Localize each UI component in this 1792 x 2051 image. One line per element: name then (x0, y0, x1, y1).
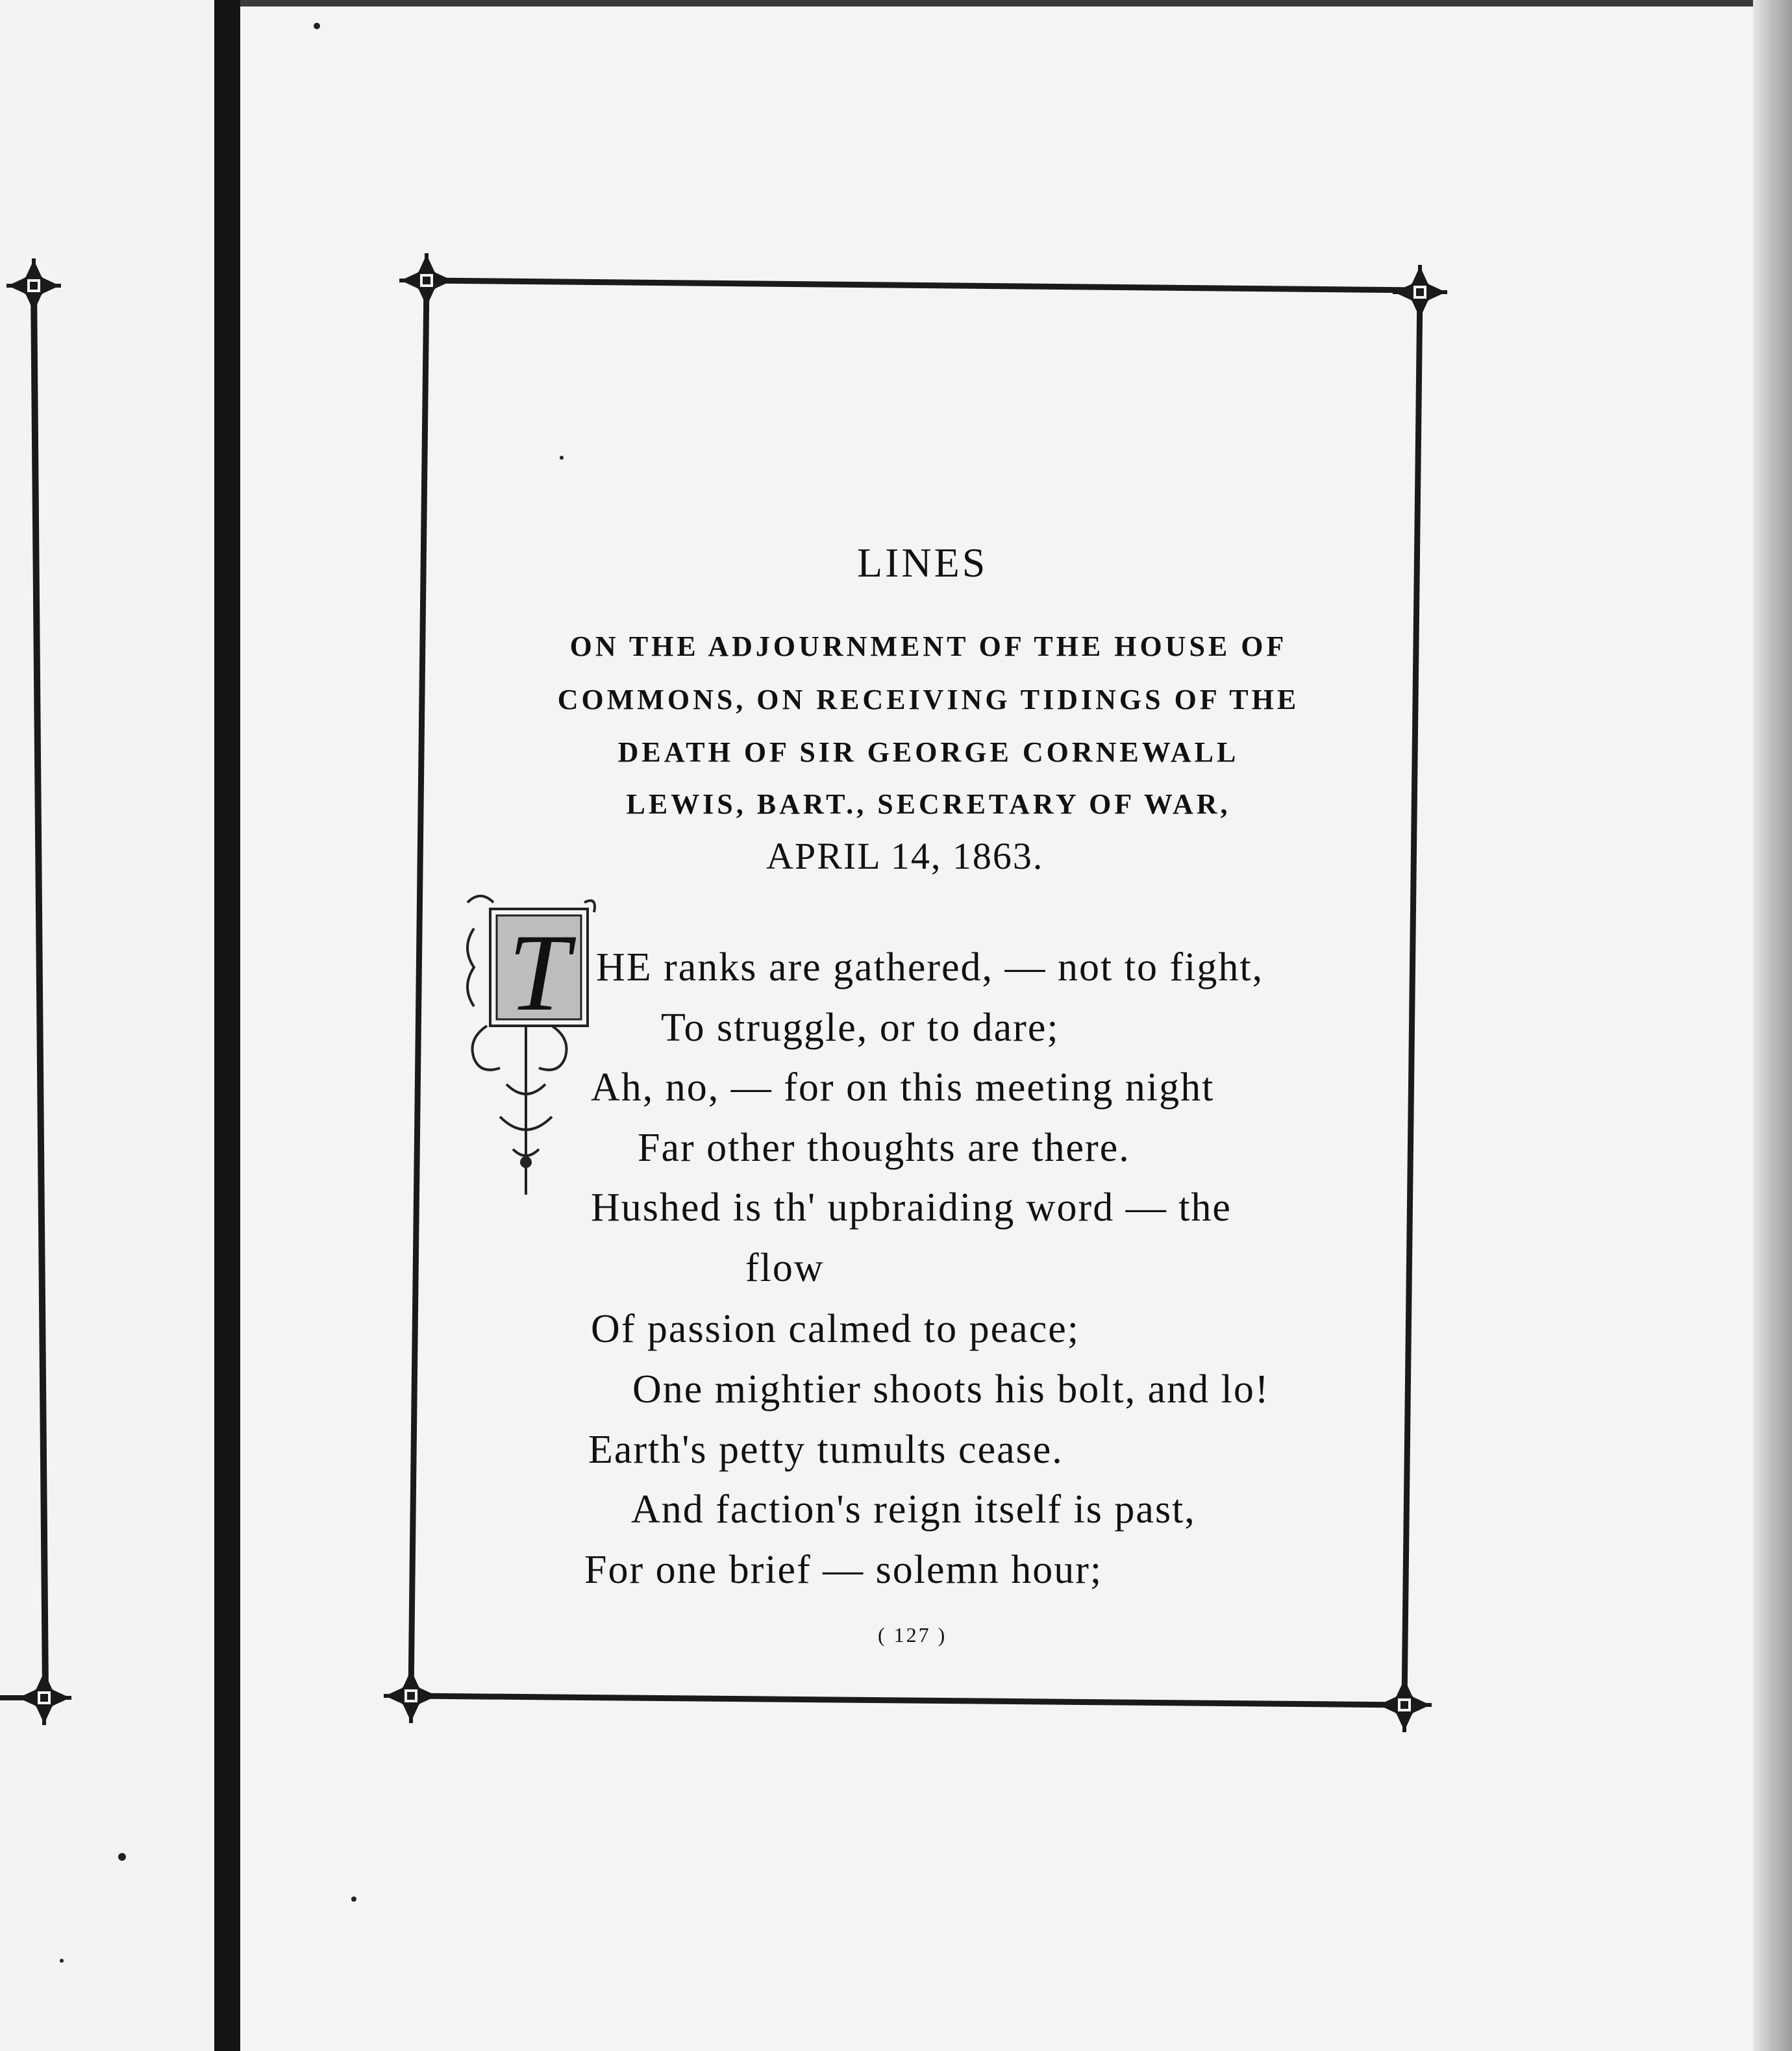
poem-date: APRIL 14, 1863. (766, 835, 1044, 877)
verse-line-5: Hushed is th' upbraiding word — the (591, 1186, 1232, 1230)
subtitle-line-3: DEATH OF SIR GEORGE CORNEWALL (617, 736, 1239, 768)
poem-title: LINES (857, 540, 988, 586)
frame-top-right-ornament (1393, 265, 1447, 319)
frame-bottom-left-ornament (384, 1669, 438, 1723)
frame-bottom-right-ornament (1377, 1678, 1432, 1732)
subtitle-line-1: ON THE ADJOURNMENT OF THE HOUSE OF (569, 630, 1288, 662)
verse-line-7: Of passion calmed to peace; (591, 1307, 1080, 1351)
subtitle-line-4: LEWIS, BART., SECRETARY OF WAR, (626, 788, 1231, 820)
subtitle-line-2: COMMONS, ON RECEIVING TIDINGS OF THE (557, 684, 1300, 715)
left-frame-top-ornament (6, 258, 61, 313)
verse-line-6: flow (745, 1246, 825, 1290)
verse-line-1: HE ranks are gathered, — not to fight, (596, 945, 1264, 989)
left-page-frame (0, 258, 71, 1725)
drop-cap-letter: T (508, 912, 570, 1034)
page-number: ( 127 ) (878, 1623, 947, 1647)
verse-line-10: And faction's reign itself is past, (631, 1487, 1196, 1532)
verse-line-4: Far other thoughts are there. (638, 1126, 1130, 1170)
left-frame-bottom-ornament (17, 1671, 71, 1725)
frame-top-left-ornament (399, 253, 454, 308)
verse-line-3: Ah, no, — for on this meeting night (591, 1065, 1215, 1110)
verse-line-2: To struggle, or to dare; (661, 1006, 1060, 1050)
verse-line-9: Earth's petty tumults cease. (588, 1428, 1064, 1472)
verse-line-8: One mightier shoots his bolt, and lo! (632, 1367, 1270, 1411)
verse-line-11: For one brief — solemn hour; (584, 1548, 1103, 1592)
ornamental-drop-cap (454, 889, 597, 1201)
